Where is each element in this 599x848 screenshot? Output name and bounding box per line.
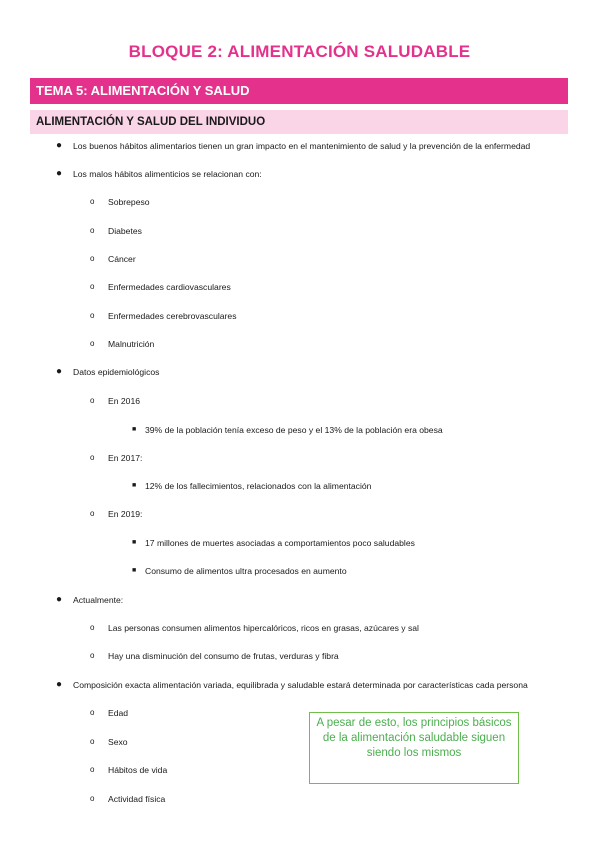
bullet-circle-icon: o [90, 708, 95, 717]
list-item [90, 281, 231, 293]
bullet-circle-icon: o [90, 651, 95, 660]
list-item-text: Cáncer [108, 254, 136, 264]
list-item-text: 39% de la población tenía exceso de peso y el 13% de la población era obesa [145, 425, 443, 435]
list-item-text: Los malos hábitos alimenticios se relacionan con: [73, 169, 262, 179]
bullet-circle-icon: o [90, 794, 95, 803]
list-item-text: Las personas consumen alimentos hipercalóricos, ricos en grasas, azúcares y sal [108, 623, 419, 633]
list-item-text: Composición exacta alimentación variada, equilibrada y saludable estará determinada por características cada persona [73, 680, 528, 690]
list-item [56, 594, 124, 606]
list-item [90, 650, 339, 662]
list-item-text: En 2019: [108, 509, 143, 519]
list-item-text: Diabetes [108, 226, 142, 236]
list-item-text: En 2017: [108, 453, 143, 463]
bullet-dot-icon: ● [56, 168, 63, 179]
bullet-circle-icon: o [90, 737, 95, 746]
list-item [90, 310, 237, 322]
list-item-text: Consumo de alimentos ultra procesados en aumento [145, 566, 347, 576]
list-item [90, 622, 419, 634]
list-item [56, 168, 262, 180]
bullet-circle-icon: o [90, 396, 95, 405]
bullet-circle-icon: o [90, 623, 95, 632]
list-item [56, 140, 531, 152]
list-item [56, 366, 160, 378]
list-item [90, 253, 136, 265]
list-item [132, 424, 443, 436]
list-item [132, 480, 372, 492]
list-item [132, 565, 347, 577]
list-item-text: Edad [108, 708, 129, 718]
list-item [90, 707, 129, 719]
bullet-square-icon: ■ [132, 567, 137, 574]
bullet-circle-icon: o [90, 765, 95, 774]
bullet-dot-icon: ● [56, 366, 63, 377]
list-item [56, 679, 528, 691]
list-item [90, 736, 128, 748]
list-item-text: Enfermedades cardiovasculares [108, 282, 231, 292]
list-item [90, 196, 150, 208]
bullet-square-icon: ■ [132, 482, 137, 489]
bullet-square-icon: ■ [132, 539, 137, 546]
list-item-text: Sexo [108, 737, 128, 747]
list-item-text: Hábitos de vida [108, 765, 168, 775]
list-item-text: En 2016 [108, 396, 141, 406]
bullet-circle-icon: o [90, 282, 95, 291]
topic-heading: TEMA 5: ALIMENTACIÓN Y SALUD [30, 78, 568, 104]
bullet-square-icon: ■ [132, 426, 137, 433]
list-item [90, 395, 141, 407]
list-item [90, 452, 143, 464]
list-item [90, 793, 166, 805]
list-item-text: Los buenos hábitos alimentarios tienen un gran impacto en el mantenimiento de salud y la prevención de la enfermedad [73, 141, 531, 151]
list-item [90, 338, 155, 350]
bullet-circle-icon: o [90, 311, 95, 320]
bullet-circle-icon: o [90, 339, 95, 348]
bullet-circle-icon: o [90, 197, 95, 206]
list-item [90, 764, 168, 776]
list-item-text: Hay una disminución del consumo de frutas, verduras y fibra [108, 651, 339, 661]
section-heading: ALIMENTACIÓN Y SALUD DEL INDIVIDUO [30, 110, 568, 134]
bullet-circle-icon: o [90, 509, 95, 518]
bullet-circle-icon: o [90, 226, 95, 235]
callout-note: A pesar de esto, los principios básicos de la alimentación saludable siguen siendo los mismos [309, 712, 519, 784]
list-item [90, 508, 143, 520]
list-item-text: Sobrepeso [108, 197, 150, 207]
page-title: BLOQUE 2: ALIMENTACIÓN SALUDABLE [128, 42, 471, 61]
list-item-text: Actividad física [108, 794, 166, 804]
list-item-text: Malnutrición [108, 339, 155, 349]
list-item-text: Actualmente: [73, 595, 124, 605]
list-item [90, 225, 142, 237]
list-item-text: Datos epidemiológicos [73, 367, 160, 377]
bullet-dot-icon: ● [56, 140, 63, 151]
list-item-text: Enfermedades cerebrovasculares [108, 311, 237, 321]
list-item [132, 537, 415, 549]
list-item-text: 17 millones de muertes asociadas a comportamientos poco saludables [145, 538, 415, 548]
bullet-dot-icon: ● [56, 594, 63, 605]
bullet-circle-icon: o [90, 254, 95, 263]
list-item-text: 12% de los fallecimientos, relacionados con la alimentación [145, 481, 372, 491]
bullet-circle-icon: o [90, 453, 95, 462]
bullet-dot-icon: ● [56, 679, 63, 690]
